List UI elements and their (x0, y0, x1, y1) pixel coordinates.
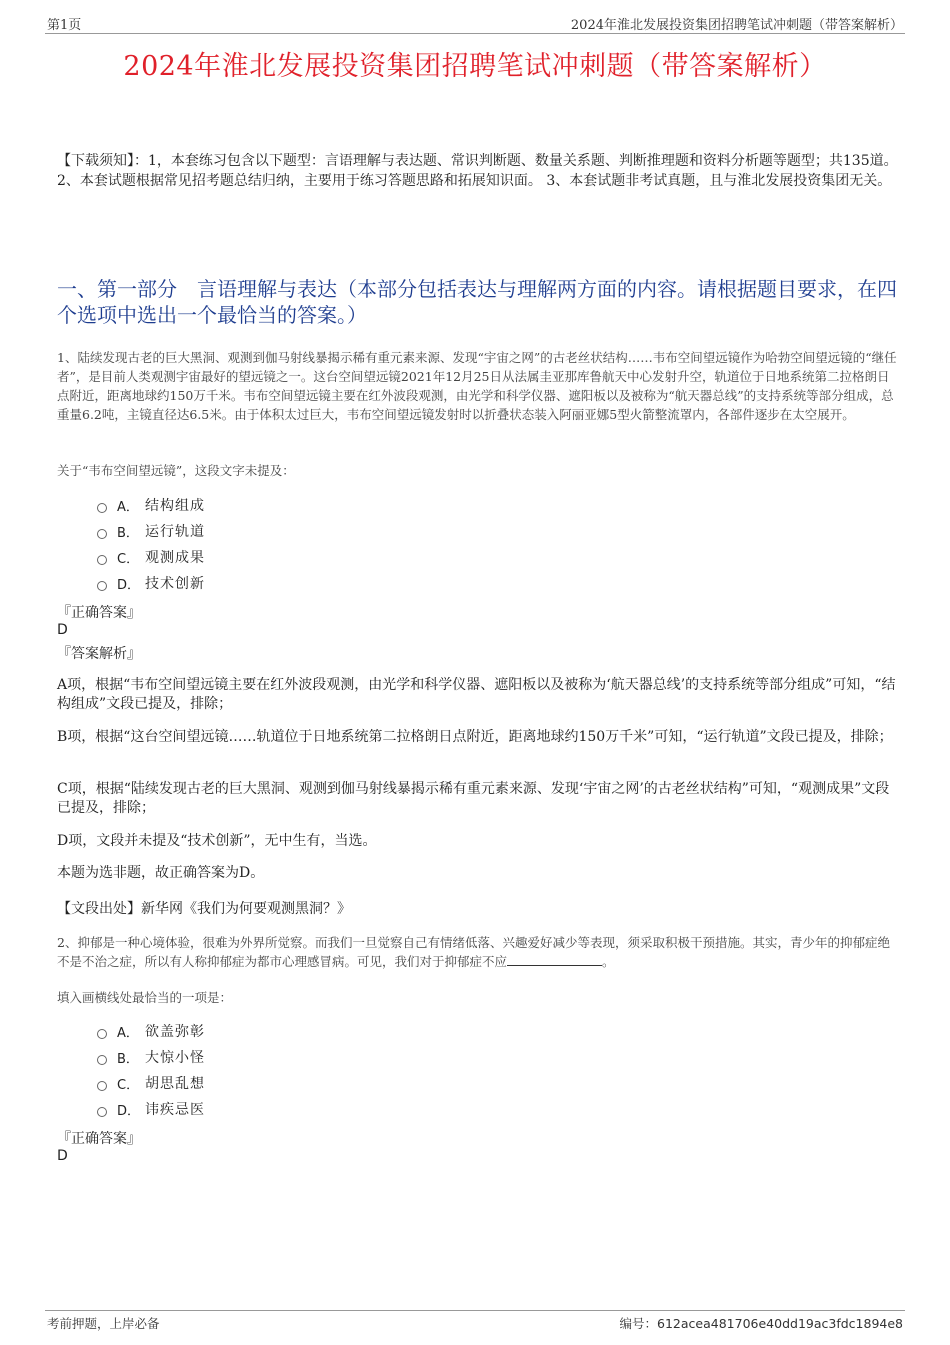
running-title: 2024年淮北发展投资集团招聘笔试冲刺题（带答案解析） (570, 18, 903, 33)
option-text: 胡思乱想 (145, 1076, 205, 1092)
correct-answer-label: 『正确答案』 (57, 1131, 141, 1147)
section-heading: 一、第一部分 言语理解与表达（本部分包括表达与理解两方面的内容。请根据题目要求，在四个选项中选出一个最恰当的答案。） (57, 277, 897, 327)
download-notice: 【下载须知】：1，本套练习包含以下题型：言语理解与表达题、常识判断题、数量关系题、判断推理题和资料分析题等题型；共135道。 2、本套试题根据常见招考题总结归纳，主要用于练习答题思路和拓展知识面。 3、本套试题非考试真题，且与淮北发展投资集团无关。 (57, 153, 898, 189)
option-a[interactable] (97, 1018, 205, 1044)
code-value: 612acea481706e40dd19ac3fdc1894e8 (657, 1316, 903, 1331)
fill-blank (507, 953, 602, 966)
option-letter: A． (117, 1025, 139, 1041)
document-title: 2024年淮北发展投资集团招聘笔试冲刺题（带答案解析） (123, 51, 827, 82)
option-d[interactable] (97, 570, 205, 596)
question-1-prompt: 关于“韦布空间望远镜”，这段文字未提及： (57, 463, 295, 478)
option-letter: B． (117, 1051, 139, 1067)
option-letter: D． (117, 577, 141, 593)
option-text: 大惊小怪 (145, 1050, 205, 1066)
question-1-text: 1、陆续发现古老的巨大黑洞、观测到伽马射线暴揭示稀有重元素来源、发现“宇宙之网”的古老丝状结构……韦布空间望远镜作为哈勃空间望远镜的“继任者”，是目前人类观测宇宙最好的望远镜之一。这台空间望远镜2021年12月25日从法属圭亚那库鲁航天中心发射升空，轨道位于日地系统第二拉格朗日点附近，距离地球约150万千米。韦布空间望远镜主要在红外波段观测，由光学和科学仪器、遮阳板以及被称为“航天器总线”的支持系统等部分组成，总重量6.2吨，主镜直径达6.5米。由于体积太过巨大，韦布空间望远镜发射时以折叠状态装入阿丽亚娜5型火箭整流罩内，各部件逐步在太空展开。 (57, 350, 897, 422)
radio-icon[interactable] (97, 581, 107, 591)
option-d[interactable] (97, 1096, 205, 1122)
correct-answer-label: 『正确答案』 (57, 605, 141, 621)
radio-icon[interactable] (97, 1055, 107, 1065)
analysis-b: B项，根据“这台空间望远镜……轨道位于日地系统第二拉格朗日点附近，距离地球约150万千米”可知，“运行轨道”文段已提及，排除； (57, 729, 893, 745)
analysis-conclusion: 本题为选非题，故正确答案为D。 (57, 865, 265, 881)
option-letter: D． (117, 1103, 141, 1119)
question-2-prompt: 填入画横线处最恰当的一项是： (57, 990, 233, 1005)
option-letter: A． (117, 499, 139, 515)
option-c[interactable] (97, 1070, 205, 1096)
option-text: 讳疾忌医 (145, 1102, 205, 1118)
option-b[interactable] (97, 518, 205, 544)
radio-icon[interactable] (97, 503, 107, 513)
analysis-d: D项，文段并未提及“技术创新”，无中生有，当选。 (57, 833, 377, 849)
question-2-options (97, 1018, 205, 1122)
text-source: 【文段出处】新华网《我们为何要观测黑洞？》 (57, 901, 351, 917)
option-letter: B． (117, 525, 139, 541)
footer-divider (45, 1310, 905, 1311)
question-2-stem: 2、抑郁是一种心境体验，很难为外界所觉察。而我们一旦觉察自己有情绪低落、兴趣爱好减少等表现，须采取积极干预措施。其实，青少年的抑郁症绝不是不治之症，所以有人称抑郁症为都市心理感冒病。可见，我们对于抑郁症不应 (57, 935, 890, 969)
option-text: 技术创新 (145, 576, 205, 592)
question-2-text (57, 933, 902, 971)
radio-icon[interactable] (97, 555, 107, 565)
footer-slogan: 考前押题，上岸必备 (47, 1316, 160, 1331)
option-text: 运行轨道 (145, 524, 205, 540)
radio-icon[interactable] (97, 1107, 107, 1117)
document-code (620, 1314, 904, 1332)
option-text: 欲盖弥彰 (145, 1024, 205, 1040)
radio-icon[interactable] (97, 529, 107, 539)
correct-answer: D (57, 1148, 68, 1164)
code-label: 编号： (619, 1316, 658, 1331)
option-letter: C． (117, 1077, 140, 1093)
analysis-c: C项，根据“陆续发现古老的巨大黑洞、观测到伽马射线暴揭示稀有重元素来源、发现‘宇宙之网’的古老丝状结构”可知，“观测成果”文段已提及，排除； (57, 781, 890, 816)
analysis-label: 『答案解析』 (57, 646, 141, 662)
question-1-options (97, 492, 205, 596)
radio-icon[interactable] (97, 1029, 107, 1039)
option-text: 结构组成 (145, 498, 205, 514)
option-letter: C． (117, 551, 140, 567)
option-c[interactable] (97, 544, 205, 570)
correct-answer: D (57, 622, 68, 638)
analysis-a: A项，根据“韦布空间望远镜主要在红外波段观测，由光学和科学仪器、遮阳板以及被称为‘航天器总线’的支持系统等部分组成”可知，“结构组成”文段已提及，排除； (57, 677, 896, 712)
option-a[interactable] (97, 492, 205, 518)
page-number: 第1页 (47, 18, 82, 33)
header-divider (45, 33, 905, 34)
question-2-end: 。 (602, 954, 615, 969)
option-text: 观测成果 (145, 550, 205, 566)
option-b[interactable] (97, 1044, 205, 1070)
radio-icon[interactable] (97, 1081, 107, 1091)
